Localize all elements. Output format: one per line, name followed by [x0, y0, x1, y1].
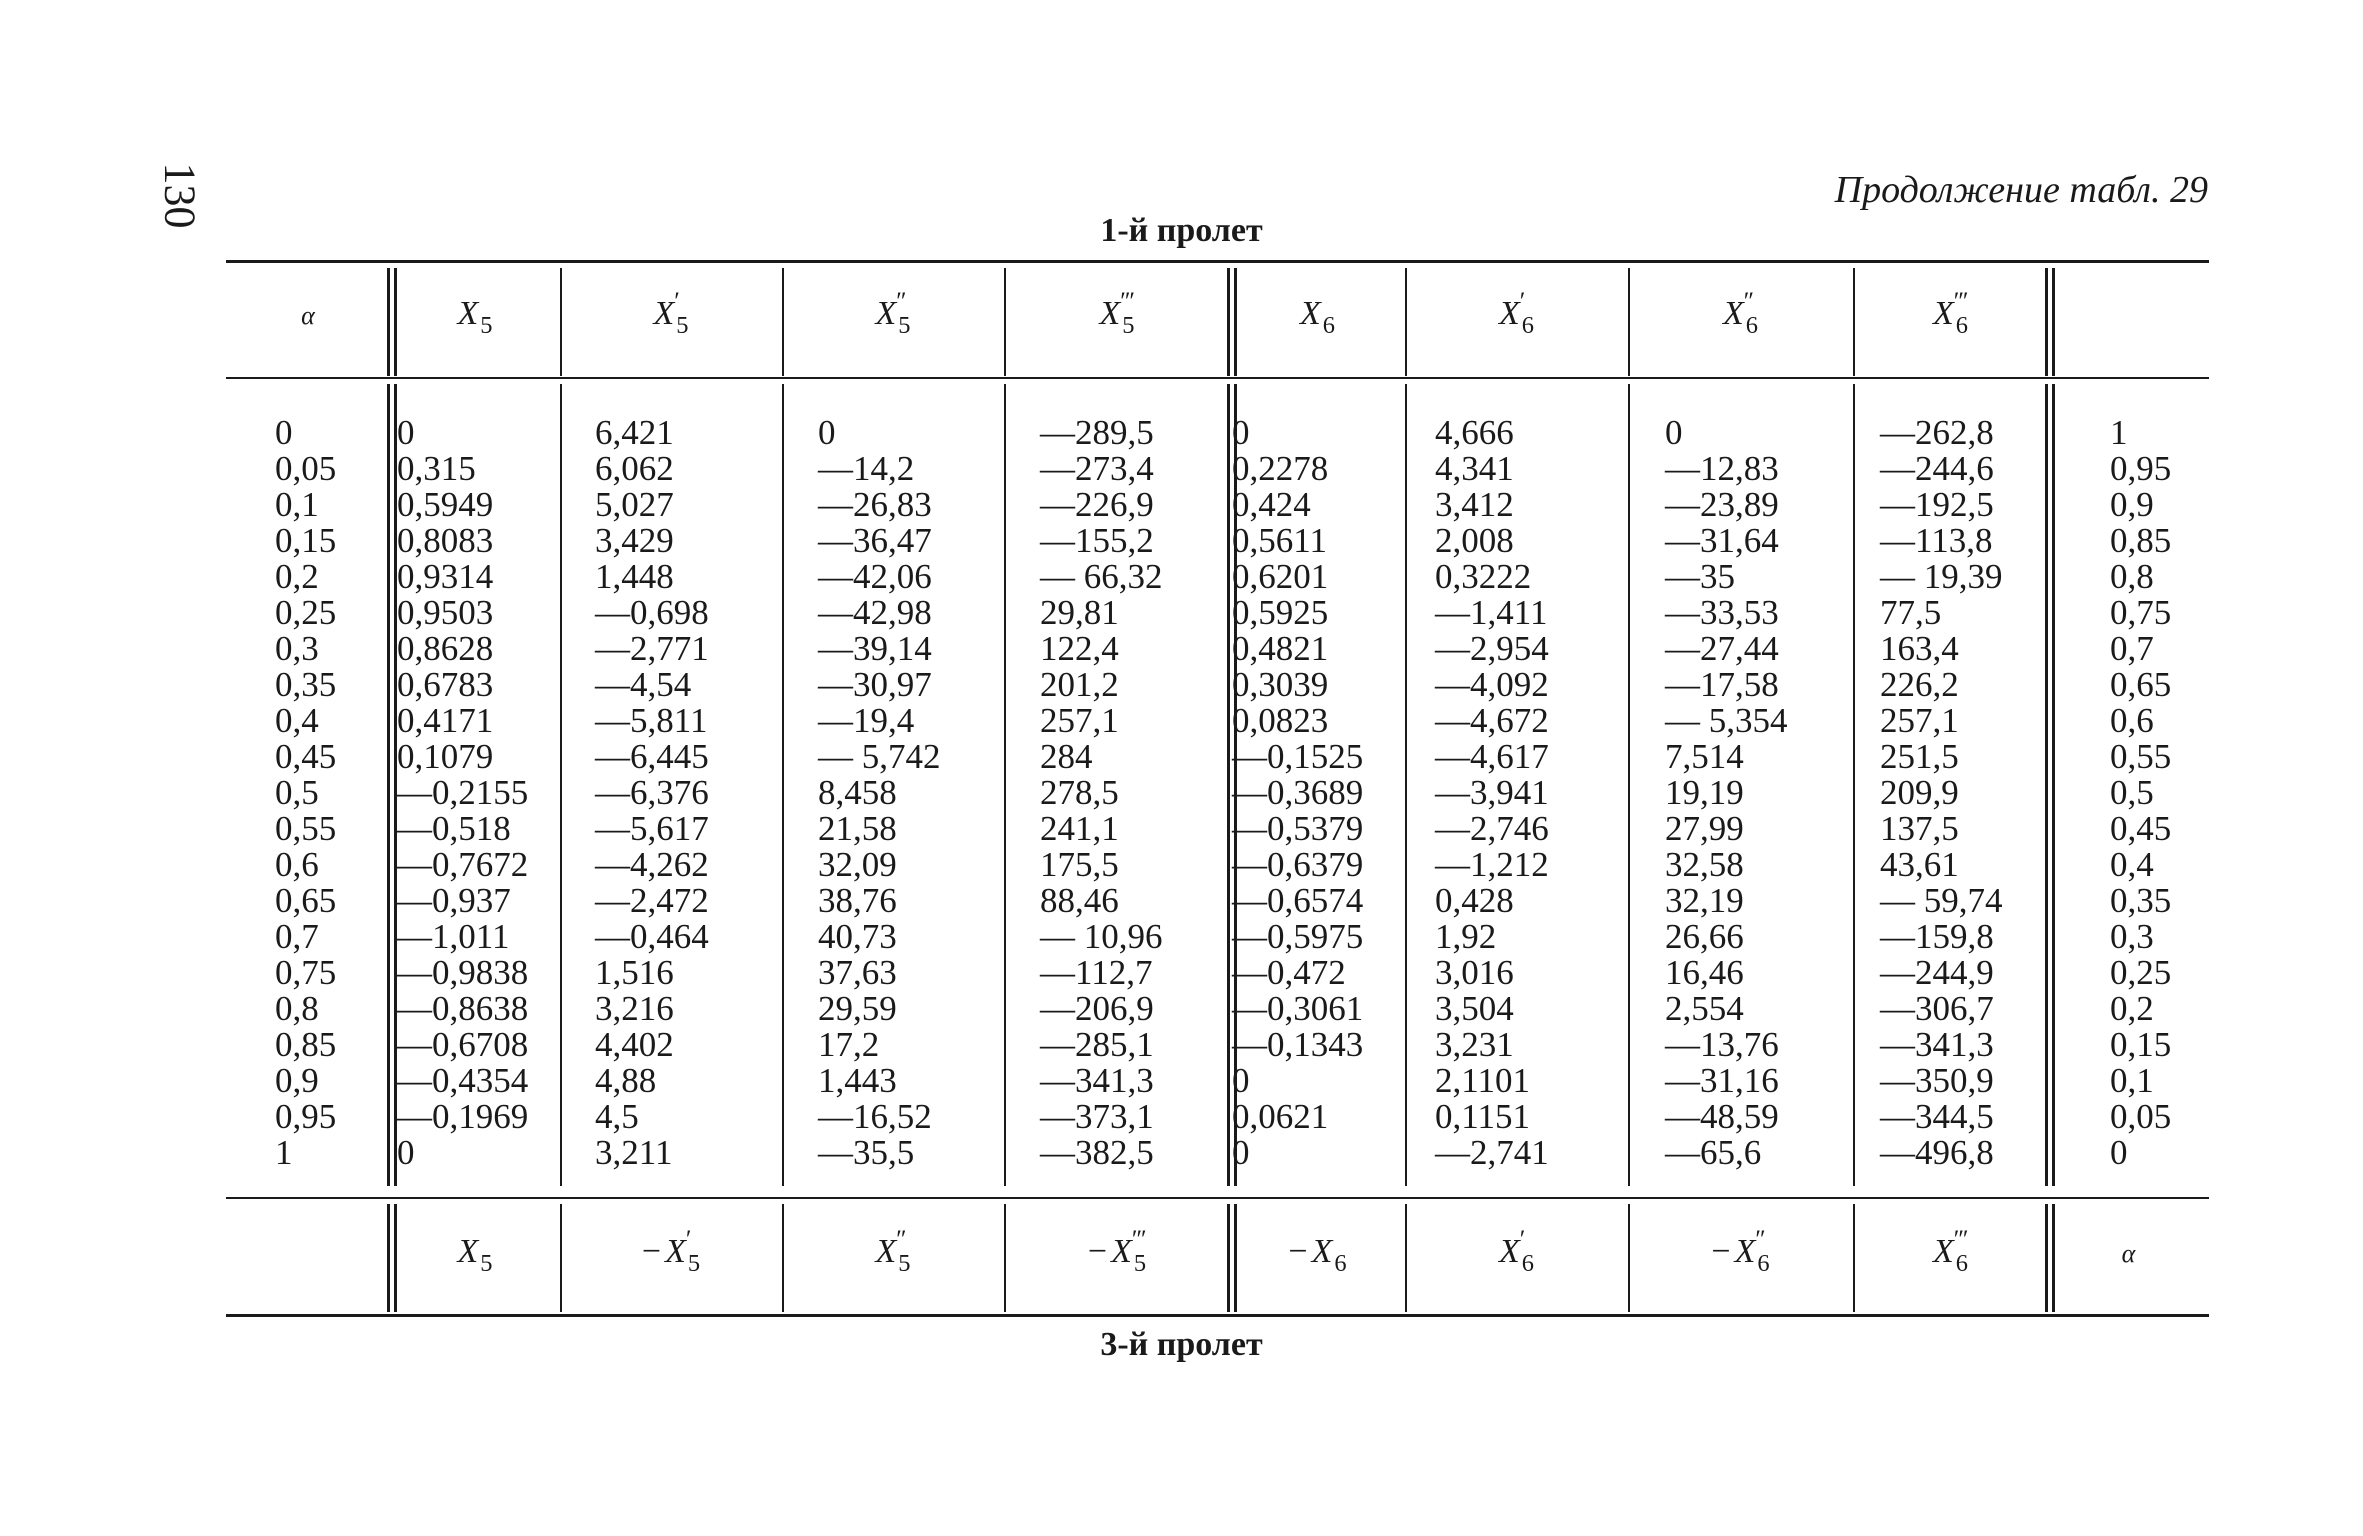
table-cell: —33,53 [1665, 593, 1779, 632]
table-cell: 1,516 [595, 953, 674, 992]
rule-bottom [226, 1314, 2209, 1317]
header-bottom-cell-8: X ʹʹʹ $_6$ [1932, 1224, 1968, 1277]
value-column-9 [2110, 415, 2171, 1171]
table-cell: 0 [397, 1133, 415, 1172]
value-column-4 [1040, 415, 1163, 1171]
table-cell: 0,5925 [1232, 593, 1329, 632]
table-cell: 0,35 [2110, 881, 2172, 920]
table-cell: —112,7 [1040, 953, 1153, 992]
table-cell: —5,617 [595, 809, 709, 848]
table-cell: —4,672 [1435, 701, 1549, 740]
table-cell: 0,6 [275, 845, 319, 884]
table-cell: 26,66 [1665, 917, 1744, 956]
table-cell: 226,2 [1880, 665, 1959, 704]
table-cell: 0,9 [275, 1061, 319, 1100]
table-cell: 0,9314 [397, 557, 494, 596]
column-divider [1227, 384, 1230, 1186]
table-cell: —0,1969 [397, 1097, 529, 1136]
table-cell: — 10,96 [1040, 917, 1163, 956]
table-cell: 3,211 [595, 1133, 673, 1172]
table-cell: —350,9 [1880, 1061, 1994, 1100]
table-cell: 0 [818, 413, 836, 452]
table-cell: 32,19 [1665, 881, 1744, 920]
table-cell: —0,937 [397, 881, 511, 920]
column-divider [1405, 384, 1407, 1186]
table-cell: 32,09 [818, 845, 897, 884]
table-cell: 40,73 [818, 917, 897, 956]
column-divider [2052, 268, 2055, 376]
table-cell: 8,458 [818, 773, 897, 812]
rule-footer-top [226, 1197, 2209, 1199]
table-cell: —14,2 [818, 449, 915, 488]
header-bottom-cell-4: − X ʹʹʹ $_5$ [1087, 1224, 1147, 1277]
table-cell: 0 [1232, 413, 1250, 452]
table-cell: —26,83 [818, 485, 932, 524]
table-cell: 1 [275, 1133, 293, 1172]
table-cell: —244,6 [1880, 449, 1994, 488]
table-cell: 32,58 [1665, 845, 1744, 884]
table-cell: 0,25 [2110, 953, 2172, 992]
table-cell: 0 [1232, 1133, 1250, 1172]
value-column-0 [275, 415, 336, 1171]
table-cell: 0,9 [2110, 485, 2154, 524]
header-top-cell-5: $X_6$ [1299, 295, 1335, 339]
table-cell: —0,518 [397, 809, 511, 848]
table-cell: 0,8 [2110, 557, 2154, 596]
column-divider [1853, 384, 1855, 1186]
table-cell: 278,5 [1040, 773, 1119, 812]
table-cell: —30,97 [818, 665, 932, 704]
table-cell: 3,231 [1435, 1025, 1514, 1064]
table-cell: 2,1101 [1435, 1061, 1530, 1100]
table-cell: 0,65 [2110, 665, 2172, 704]
table-cell: —5,811 [595, 701, 708, 740]
value-column-7 [1665, 415, 1788, 1171]
table-cell: 0,1151 [1435, 1097, 1530, 1136]
table-cell: 3,016 [1435, 953, 1514, 992]
table-cell: —4,617 [1435, 737, 1549, 776]
table-cell: 0,9503 [397, 593, 494, 632]
table-cell: 3,429 [595, 521, 674, 560]
table-cell: —1,411 [1435, 593, 1548, 632]
header-top-cell-7: X ʹʹ $_6$ [1722, 286, 1758, 339]
table-cell: 163,4 [1880, 629, 1959, 668]
header-bottom-cell-7: − X ʹʹ $_6$ [1711, 1224, 1770, 1277]
table-cell: 0,1 [2110, 1061, 2154, 1100]
table-cell: 0,55 [2110, 737, 2172, 776]
table-cell: —4,54 [595, 665, 692, 704]
header-bottom-cell-9: α [2121, 1239, 2136, 1268]
table-cell: 0,2 [2110, 989, 2154, 1028]
span-title-bottom: 3-й пролет [1100, 1326, 1263, 1363]
table-cell: 19,19 [1665, 773, 1744, 812]
table-cell: 0,315 [397, 449, 476, 488]
table-cell: 0,424 [1232, 485, 1311, 524]
table-cell: —0,698 [595, 593, 709, 632]
table-cell: 0,1 [275, 485, 319, 524]
table-cell: —244,9 [1880, 953, 1994, 992]
table-cell: —0,472 [1232, 953, 1346, 992]
table-cell: 0,0621 [1232, 1097, 1329, 1136]
table-cell: 0,95 [275, 1097, 337, 1136]
table-cell: 4,402 [595, 1025, 674, 1064]
header-top-cell-8: X ʹʹʹ $_6$ [1932, 286, 1968, 339]
table-cell: 88,46 [1040, 881, 1119, 920]
table-cell: —0,4354 [397, 1061, 529, 1100]
table-cell: 0 [1665, 413, 1683, 452]
table-cell: —36,47 [818, 521, 932, 560]
table-cell: 5,027 [595, 485, 674, 524]
table-cell: 0 [397, 413, 415, 452]
value-column-3 [818, 415, 941, 1171]
table-cell: —382,5 [1040, 1133, 1154, 1172]
value-column-1 [397, 415, 528, 1171]
table-cell: 0,15 [275, 521, 337, 560]
table-cell: —35,5 [818, 1133, 915, 1172]
table-cell: 0,2278 [1232, 449, 1329, 488]
span-title-top: 1-й пролет [1100, 212, 1263, 249]
table-cell: 6,421 [595, 413, 674, 452]
value-column-2 [595, 415, 709, 1171]
table-cell: —341,3 [1880, 1025, 1994, 1064]
table-cell: 0,5 [2110, 773, 2154, 812]
table-cell: —42,06 [818, 557, 932, 596]
table-cell: 251,5 [1880, 737, 1959, 776]
table-cell: —0,2155 [397, 773, 529, 812]
table-cell: 43,61 [1880, 845, 1959, 884]
header-bottom-cell-5: − $X_6$ [1288, 1233, 1347, 1277]
table-cell: 0,4 [275, 701, 319, 740]
table-cell: —0,6708 [397, 1025, 529, 1064]
table-cell: —27,44 [1665, 629, 1779, 668]
table-cell: 0,3 [275, 629, 319, 668]
table-cell: 2,008 [1435, 521, 1514, 560]
column-divider [2045, 384, 2048, 1186]
table-cell: 1,443 [818, 1061, 897, 1100]
table-cell: —31,16 [1665, 1061, 1779, 1100]
table-cell: 1 [2110, 413, 2128, 452]
table-cell: — 5,354 [1665, 701, 1788, 740]
table-cell: —1,212 [1435, 845, 1549, 884]
table-cell: —0,5379 [1232, 809, 1364, 848]
column-divider [2052, 384, 2055, 1186]
table-cell: —23,89 [1665, 485, 1779, 524]
table-cell: 0 [275, 413, 293, 452]
table-cell: 0,85 [2110, 521, 2172, 560]
table-cell: 37,63 [818, 953, 897, 992]
table-cell: 0,7 [2110, 629, 2154, 668]
table-cell: —6,445 [595, 737, 709, 776]
table-cell: 257,1 [1880, 701, 1959, 740]
table-cell: —4,262 [595, 845, 709, 884]
table-cell: —0,9838 [397, 953, 529, 992]
table-cell: 0,428 [1435, 881, 1514, 920]
value-column-8 [1880, 415, 2003, 1171]
table-cell: 77,5 [1880, 593, 1942, 632]
table-cell: —6,376 [595, 773, 709, 812]
page-number: 130 [155, 162, 205, 229]
table-cell: —226,9 [1040, 485, 1154, 524]
table-cell: 0,3039 [1232, 665, 1329, 704]
table-cell: 0,15 [2110, 1025, 2172, 1064]
table-cell: 0,3 [2110, 917, 2154, 956]
table-cell: 0,55 [275, 809, 337, 848]
table-cell: 0,5 [275, 773, 319, 812]
table-cell: 0 [2110, 1133, 2128, 1172]
table-cell: —159,8 [1880, 917, 1994, 956]
rule-top [226, 260, 2209, 263]
table-cell: —2,741 [1435, 1133, 1549, 1172]
table-cell: 0,3222 [1435, 557, 1532, 596]
table-cell: 257,1 [1040, 701, 1119, 740]
table-cell: 6,062 [595, 449, 674, 488]
table-cell: —0,8638 [397, 989, 529, 1028]
table-cell: —2,472 [595, 881, 709, 920]
column-divider [560, 384, 562, 1186]
table-cell: 0,1079 [397, 737, 494, 776]
table-cell: 201,2 [1040, 665, 1119, 704]
table-cell: 0,0823 [1232, 701, 1329, 740]
table-cell: —0,7672 [397, 845, 529, 884]
header-top-cell-2: X ʹ $_5$ [653, 286, 689, 339]
table-cell: 0,85 [275, 1025, 337, 1064]
table-cell: 0,35 [275, 665, 337, 704]
table-cell: —496,8 [1880, 1133, 1994, 1172]
table-cell: 137,5 [1880, 809, 1959, 848]
table-cell: —113,8 [1880, 521, 1993, 560]
table-cell: 284 [1040, 737, 1093, 776]
table-cell: —0,3061 [1232, 989, 1364, 1028]
table-cell: 0,05 [2110, 1097, 2172, 1136]
table-cell: 17,2 [818, 1025, 880, 1064]
table-cell: —48,59 [1665, 1097, 1779, 1136]
table-cell: 27,99 [1665, 809, 1744, 848]
table-cell: 4,666 [1435, 413, 1514, 452]
table-cell: —285,1 [1040, 1025, 1154, 1064]
table-cell: —0,464 [595, 917, 709, 956]
table-cell: 16,46 [1665, 953, 1744, 992]
table-cell: —2,954 [1435, 629, 1549, 668]
table-cell: —16,52 [818, 1097, 932, 1136]
table-cell: —0,1525 [1232, 737, 1364, 776]
table-cell: —12,83 [1665, 449, 1779, 488]
table-cell: 0,8628 [397, 629, 494, 668]
table-cell: —1,011 [397, 917, 510, 956]
table-cell: —373,1 [1040, 1097, 1154, 1136]
table-cell: —155,2 [1040, 521, 1154, 560]
table-cell: — 66,32 [1040, 557, 1163, 596]
header-bottom-cell-1: $X_5$ [457, 1233, 493, 1277]
header-top-cell-4: X ʹʹʹ $_5$ [1099, 286, 1135, 339]
table-cell: —2,771 [595, 629, 709, 668]
table-cell: —13,76 [1665, 1025, 1779, 1064]
table-cell: —4,092 [1435, 665, 1549, 704]
table-cell: 38,76 [818, 881, 897, 920]
table-cell: — 19,39 [1880, 557, 2003, 596]
column-divider [1628, 384, 1630, 1186]
table-cell: 0,6201 [1232, 557, 1329, 596]
column-divider [1004, 384, 1006, 1186]
table-cell: —31,64 [1665, 521, 1779, 560]
table-cell: 0,6783 [397, 665, 494, 704]
rule-header-bottom [226, 377, 2209, 379]
header-top-cell-0: α [301, 301, 315, 330]
table-cell: —206,9 [1040, 989, 1154, 1028]
table-cell: 0,4171 [397, 701, 494, 740]
table-cell: 0,4821 [1232, 629, 1329, 668]
column-divider [782, 384, 784, 1186]
table-cell: —2,746 [1435, 809, 1549, 848]
table-cell: 0,8083 [397, 521, 494, 560]
table-cell: —0,6379 [1232, 845, 1364, 884]
table-cell: 0,7 [275, 917, 319, 956]
table-cell: 0,25 [275, 593, 337, 632]
table-cell: 122,4 [1040, 629, 1119, 668]
table-cell: —0,1343 [1232, 1025, 1364, 1064]
table-cell: —341,3 [1040, 1061, 1154, 1100]
table-cell: 4,88 [595, 1061, 657, 1100]
table-cell: — 59,74 [1880, 881, 2003, 920]
table-cell: —3,941 [1435, 773, 1549, 812]
table-cell: —273,4 [1040, 449, 1154, 488]
table-cell: —65,6 [1665, 1133, 1762, 1172]
table-cell: 0,05 [275, 449, 337, 488]
table-cell: 0,65 [275, 881, 337, 920]
header-top-cell-3: X ʹʹ $_5$ [875, 286, 911, 339]
table-cell: 0,45 [2110, 809, 2172, 848]
table-cell: 3,412 [1435, 485, 1514, 524]
value-column-5 [1232, 415, 1363, 1171]
header-top-cell-1: $X_5$ [457, 295, 493, 339]
table-cell: 0,8 [275, 989, 319, 1028]
table-cell: 7,514 [1665, 737, 1744, 776]
table-cell: 209,9 [1880, 773, 1959, 812]
header-bottom-cell-6: X ʹ $_6$ [1498, 1224, 1534, 1277]
table-cell: —0,6574 [1232, 881, 1364, 920]
table-cell: 0,5611 [1232, 521, 1327, 560]
table-cell: —344,5 [1880, 1097, 1994, 1136]
header-bottom-cell-3: X ʹʹ $_5$ [875, 1224, 911, 1277]
table-cell: —0,3689 [1232, 773, 1364, 812]
header-bottom-cell-2: − X ʹ $_5$ [641, 1224, 701, 1277]
table-cell: 0,2 [275, 557, 319, 596]
table-cell: 0,75 [2110, 593, 2172, 632]
table-cell: 0,75 [275, 953, 337, 992]
table-cell: —306,7 [1880, 989, 1994, 1028]
table-cell: 29,59 [818, 989, 897, 1028]
table-cell: 241,1 [1040, 809, 1119, 848]
table-cell: —192,5 [1880, 485, 1994, 524]
table-cell: —35 [1665, 557, 1735, 596]
table-caption: Продолжение табл. 29 [1834, 169, 2208, 211]
table-cell: —39,14 [818, 629, 932, 668]
column-divider [387, 384, 390, 1186]
table-cell: —19,4 [818, 701, 915, 740]
table-cell: —289,5 [1040, 413, 1154, 452]
table-cell: —262,8 [1880, 413, 1994, 452]
table-cell: —17,58 [1665, 665, 1779, 704]
table-cell: 175,5 [1040, 845, 1119, 884]
value-column-6 [1435, 415, 1549, 1171]
table-cell: 0,5949 [397, 485, 494, 524]
table-cell: 4,341 [1435, 449, 1514, 488]
header-top-cell-6: X ʹ $_6$ [1498, 286, 1534, 339]
table-cell: 29,81 [1040, 593, 1119, 632]
table-cell: —42,98 [818, 593, 932, 632]
table-cell: 2,554 [1665, 989, 1744, 1028]
table-cell: 3,504 [1435, 989, 1514, 1028]
table-cell: 1,448 [595, 557, 674, 596]
table-cell: —0,5975 [1232, 917, 1364, 956]
table-cell: 0,95 [2110, 449, 2172, 488]
table-cell: 0,6 [2110, 701, 2154, 740]
table-cell: — 5,742 [818, 737, 941, 776]
table-cell: 21,58 [818, 809, 897, 848]
table-cell: 0 [1232, 1061, 1250, 1100]
table-cell: 1,92 [1435, 917, 1497, 956]
table-cell: 0,45 [275, 737, 337, 776]
table-cell: 3,216 [595, 989, 674, 1028]
table-cell: 0,4 [2110, 845, 2154, 884]
table-cell: 4,5 [595, 1097, 639, 1136]
